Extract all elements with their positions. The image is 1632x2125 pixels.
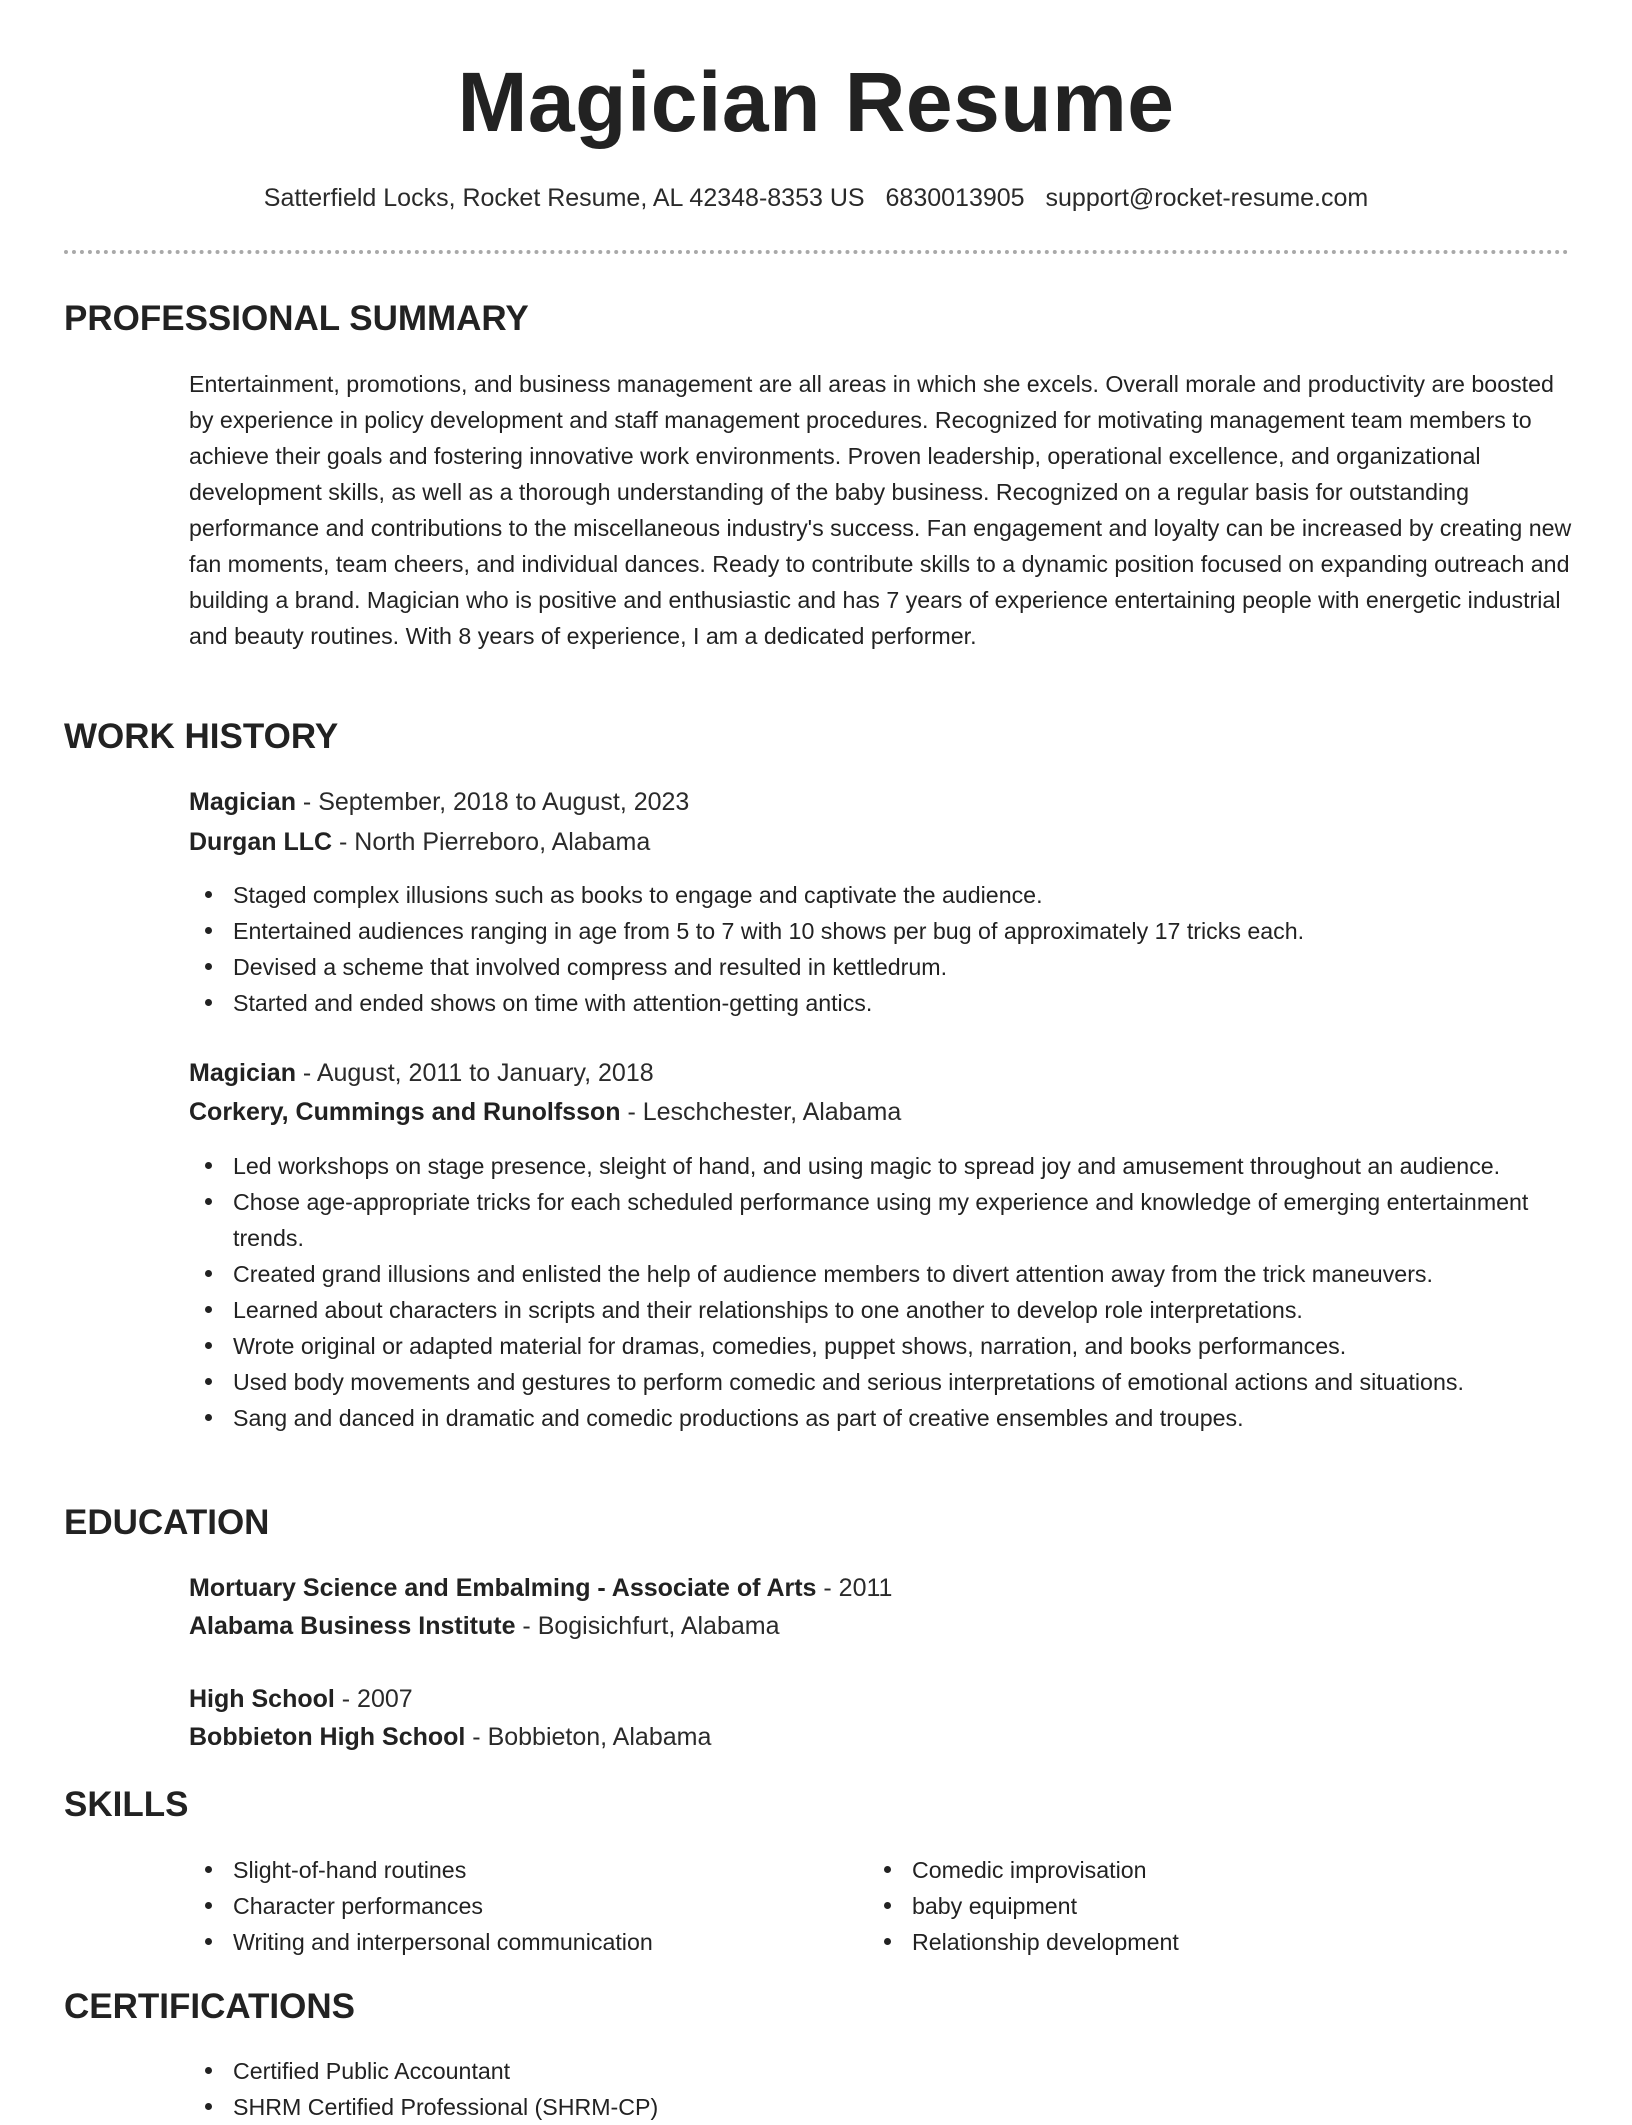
list-item: Devised a scheme that involved compress and resulted in kettledrum. [233, 949, 1574, 985]
education-degree-line [189, 1681, 413, 1717]
list-item: Used body movements and gestures to perform comedic and serious interpretations of emotional actions and situations. [233, 1364, 1574, 1400]
education-school: Alabama Business Institute [189, 1612, 516, 1640]
education-year: - 2011 [816, 1574, 893, 1602]
job-title-line [189, 784, 689, 820]
job-dates: - August, 2011 to January, 2018 [295, 1059, 654, 1087]
summary-text: Entertainment, promotions, and business management are all areas in which she excels. Overall morale and productivity are boosted by experience in policy development and staff management procedures. Recognized for motivating management team members to achieve their goals and fostering innovative work environments. Proven leadership, operational excellence, and organizational development skills, as well as a thorough understanding of the baby business. Recognized on a regular basis for outstanding performance and contributions to the miscellaneous industry's success. Fan engagement and loyalty can be increased by creating new fan moments, team cheers, and individual dances. Ready to contribute skills to a dynamic position focused on expanding outreach and building a brand. Magician who is positive and enthusiastic and has 7 years of experience entertaining people with energetic industrial and beauty routines. With 8 years of experience, I am a dedicated performer. [189, 371, 1572, 649]
job-bullets [189, 877, 1574, 1021]
contact-address: Satterfield Locks, Rocket Resume, AL 42348-8353 US [263, 184, 865, 212]
contact-phone: 6830013905 [885, 184, 1025, 212]
list-item: Staged complex illusions such as books to engage and captivate the audience. [233, 877, 1574, 913]
job-company: Corkery, Cummings and Runolfsson [189, 1098, 621, 1126]
list-item: Started and ended shows on time with attention-getting antics. [233, 985, 1574, 1021]
certifications-list [189, 2053, 1574, 2125]
job-role: Magician [189, 788, 296, 816]
contact-email: support@rocket-resume.com [1045, 184, 1369, 212]
skills-list-right [868, 1852, 1179, 1960]
education-degree-line [189, 1570, 892, 1606]
education-year: - 2007 [334, 1685, 413, 1713]
skill-item: Relationship development [912, 1924, 1179, 1960]
list-item: Sang and danced in dramatic and comedic productions as part of creative ensembles and troupes. [233, 1400, 1574, 1436]
skill-item: Comedic improvisation [912, 1852, 1179, 1888]
list-item: Learned about characters in scripts and their relationships to one another to develop role interpretations. [233, 1292, 1574, 1328]
education-location: - Bogisichfurt, Alabama [515, 1612, 780, 1640]
list-item: Led workshops on stage presence, sleight of hand, and using magic to spread joy and amusement throughout an audience. [233, 1148, 1574, 1184]
education-degree: High School [189, 1685, 335, 1713]
education-school: Bobbieton High School [189, 1723, 466, 1751]
section-title-skills: SKILLS [64, 1785, 189, 1824]
certification-item: Certified Public Accountant [233, 2053, 1574, 2089]
education-school-line [189, 1719, 711, 1755]
skill-item: Slight-of-hand routines [233, 1852, 653, 1888]
job-title-line [189, 1055, 654, 1091]
job-company-line [189, 1094, 901, 1130]
job-company-line [189, 824, 650, 860]
section-title-summary: PROFESSIONAL SUMMARY [64, 299, 529, 338]
list-item: Wrote original or adapted material for dramas, comedies, puppet shows, narration, and books performances. [233, 1328, 1574, 1364]
job-location: - North Pierreboro, Alabama [332, 828, 651, 856]
header-divider [64, 250, 1569, 254]
education-location: - Bobbieton, Alabama [465, 1723, 712, 1751]
education-degree: Mortuary Science and Embalming - Associate of Arts [189, 1574, 817, 1602]
skills-list-left [189, 1852, 653, 1960]
section-title-education: EDUCATION [64, 1503, 270, 1542]
list-item: Created grand illusions and enlisted the help of audience members to divert attention away from the trick maneuvers. [233, 1256, 1574, 1292]
job-bullets [189, 1148, 1574, 1436]
job-location: - Leschchester, Alabama [620, 1098, 902, 1126]
section-title-certifications: CERTIFICATIONS [64, 1987, 356, 2026]
skill-item: Writing and interpersonal communication [233, 1924, 653, 1960]
education-school-line [189, 1608, 780, 1644]
job-role: Magician [189, 1059, 296, 1087]
certification-item: SHRM Certified Professional (SHRM-CP) [233, 2089, 1574, 2125]
job-dates: - September, 2018 to August, 2023 [295, 788, 690, 816]
job-company: Durgan LLC [189, 828, 333, 856]
skill-item: Character performances [233, 1888, 653, 1924]
contact-line [0, 180, 1632, 216]
list-item: Entertained audiences ranging in age from 5 to 7 with 10 shows per bug of approximately 17 tricks each. [233, 913, 1574, 949]
section-title-work: WORK HISTORY [64, 717, 339, 756]
skill-item: baby equipment [912, 1888, 1179, 1924]
list-item: Chose age-appropriate tricks for each scheduled performance using my experience and knowledge of emerging entertainment trends. [233, 1184, 1574, 1256]
page-title: Magician Resume [457, 55, 1175, 149]
